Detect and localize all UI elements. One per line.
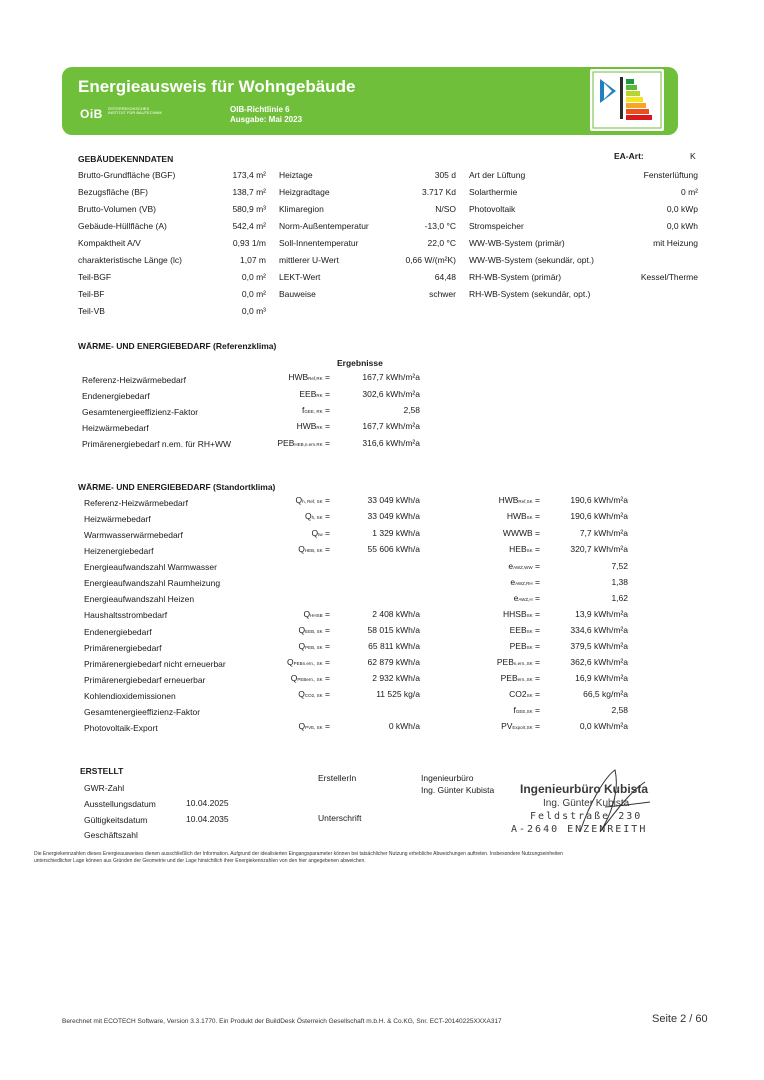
value: 0,0 kWp [666,204,698,214]
label: WW-WB-System (sekundär, opt.) [469,255,595,265]
label: Teil-VB [78,306,105,316]
value: 580,9 m³ [232,204,266,214]
label: Gültigkeitsdatum [84,815,148,825]
value: 305 d [434,170,456,180]
label: Solarthermie [469,187,518,197]
symbol: fGEE, RK = [302,405,330,415]
symbol: QEEB, SK = [298,625,330,635]
disclaimer-line2: unterschiedlicher Lage können aus Gründen der Geometrie und der Lage hinsichtlich ihrer Energiekennzahlen von den hier angegebenen abweichen. [34,858,366,864]
value-2: 1,62 [611,593,628,603]
value: 33 049 kWh/a [367,511,420,521]
label: Photovoltaik-Export [84,723,158,733]
value: 55 606 kWh/a [367,544,420,554]
value: 2 932 kWh/a [372,673,420,683]
value: 10.04.2035 [186,814,229,824]
value: 0,0 m² [241,272,266,282]
label: Art der Lüftung [469,170,526,180]
value: mit Heizung [653,238,698,248]
symbol-2: HWBSK = [506,511,540,521]
value: schwer [429,289,456,299]
document-title: Energieausweis für Wohngebäude [78,77,356,96]
symbol: HWBRef,RK = [288,372,330,382]
symbol-2: eAWZ,WW = [508,561,540,571]
value-2: 362,6 kWh/m²a [570,657,628,667]
label: Heizwärmebedarf [84,514,151,524]
label: Endenergiebedarf [84,627,152,637]
label: Energieaufwandszahl Heizen [84,594,195,604]
symbol: Qtw = [311,528,330,538]
value-2: 7,52 [611,561,628,571]
symbol: QCO2, SK = [298,689,330,699]
label: Haushaltsstrombedarf [84,610,168,620]
energy-label-icon [590,69,664,131]
symbol-2: PEBern.,SK = [500,673,540,683]
symbol-2: PEBSK = [509,641,540,651]
label: Gesamtenergieeffizienz-Faktor [82,407,199,417]
label: Referenz-Heizwärmebedarf [84,498,188,508]
stamp-line2: Ing. Günter Kubista [543,798,630,809]
symbol-2: HHSBSK = [503,609,540,619]
symbol-2: EEBSK = [509,625,540,635]
label: Heizgradtage [279,187,330,197]
label: RH-WB-System (sekundär, opt.) [469,289,591,299]
label: RH-WB-System (primär) [469,272,562,282]
creator-label: ErstellerIn [318,773,357,783]
label: Primärenergiebedarf erneuerbar [84,675,206,685]
oib-logo: OiB [80,107,103,121]
value-2: 1,38 [611,577,628,587]
guideline: OIB-Richtlinie 6 [230,105,290,114]
label: Ausstellungsdatum [84,799,156,809]
label: Klimaregion [279,204,324,214]
value-2: 0,0 kWh/m²a [579,721,628,731]
symbol-2: CO2SK = [509,689,540,699]
value-2: 2,58 [611,705,628,715]
label: Stromspeicher [469,221,524,231]
symbol-2: HWBRef,SK = [498,495,540,505]
value: 0 m² [681,187,698,197]
value: 302,6 kWh/m²a [362,389,420,399]
symbol: QHEB, SK = [298,544,330,554]
symbol-2: HEBSK = [509,544,540,554]
results-label: Ergebnisse [337,358,383,368]
building-data-heading: GEBÄUDEKENNDATEN [78,154,174,164]
symbol: QPVE, SK = [298,721,330,731]
value: 33 049 kWh/a [367,495,420,505]
symbol-2: WWWB = [502,528,540,538]
software-footer: Berechnet mit ECOTECH Software, Version 3.3.1770. Ein Produkt der BuildDesk Österreich Gesellschaft m.b.H. & Co.KG, Snr. ECT-20140225XXXA317 [62,1018,502,1025]
symbol: QPEB, SK = [298,641,330,651]
value: 58 015 kWh/a [367,625,420,635]
stamp-line4: A-2640 ENZENREITH [511,824,648,835]
energy-label-logo [590,69,664,131]
label: WW-WB-System (primär) [469,238,565,248]
value: 0,0 m³ [241,306,266,316]
created-heading: ERSTELLT [80,766,124,776]
value: 316,6 kWh/m²a [362,438,420,448]
value: Fensterlüftung [643,170,698,180]
ea-art-label: EA-Art: [614,151,644,161]
value: 1,07 m [240,255,266,265]
label: Photovoltaik [469,204,516,214]
value: 167,7 kWh/m²a [362,421,420,431]
symbol: Qh, SK = [305,511,330,521]
value: 65 811 kWh/a [368,641,420,651]
symbol: QPEBern., SK = [290,673,330,683]
label: Heizwärmebedarf [82,423,149,433]
label: Primärenergiebedarf [84,643,162,653]
creator-line1: Ingenieurbüro [421,773,474,783]
label: Warmwasserwärmebedarf [84,530,183,540]
value: 138,7 m² [232,187,266,197]
label: Primärenergiebedarf n.em. für RH+WW [82,439,232,449]
label: mittlerer U-Wert [279,255,339,265]
signature-label: Unterschrift [318,813,362,823]
value: 22,0 °C [427,238,456,248]
label: Energieaufwandszahl Warmwasser [84,562,217,572]
label: Gesamtenergieeffizienz-Faktor [84,707,201,717]
label: GWR-Zahl [84,783,125,793]
value: 62 879 kWh/a [367,657,420,667]
value: 0,0 m² [241,289,266,299]
label: Primärenergiebedarf nicht erneuerbar [84,659,226,669]
label: Gebäude-Hüllfläche (A) [78,221,167,231]
value-2: 190,6 kWh/m²a [570,511,628,521]
page-number: Seite 2 / 60 [652,1013,708,1025]
value-2: 190,6 kWh/m²a [570,495,628,505]
value: 3.717 Kd [421,187,456,197]
value: 0,66 W/(m²K) [405,255,456,265]
header-banner [62,67,678,135]
label: LEKT-Wert [279,272,321,282]
symbol: PEBHEB,n.ern.RK = [277,438,330,448]
value: 0,93 1/m [232,238,266,248]
signature-icon [560,762,660,842]
value: 0 kWh/a [388,721,420,731]
symbol: HWBRK = [296,421,330,431]
value-2: 7,7 kWh/m²a [579,528,628,538]
value: 2 408 kWh/a [372,609,420,619]
value-2: 66,5 kg/m²a [583,689,628,699]
label: Norm-Außentemperatur [279,221,369,231]
symbol-2: eAWZ,RH = [510,577,540,587]
label: Energieaufwandszahl Raumheizung [84,578,221,588]
symbol: Qh, Ref, SK = [295,495,330,505]
value: 167,7 kWh/m²a [362,372,420,382]
value: -13,0 °C [424,221,456,231]
label: Kompaktheit A/V [78,238,141,248]
symbol-2: eAWZ,H = [513,593,540,603]
label: Teil-BGF [78,272,112,282]
value-2: 320,7 kWh/m²a [570,544,628,554]
disclaimer-line1: Die Energiekennzahlen dieses Energieausweises dienen ausschließlich der Information. Aufgrund der idealisierten Eingangsparameter können bei tatsächlicher Nutzung erhebliche Abweichungen auftreten. Insbesondere Nutzungseinheiten [34,851,563,857]
label: Soll-Innentemperatur [279,238,359,248]
value: N/SO [435,204,456,214]
label: Heizenergiebedarf [84,546,154,556]
guideline-info [230,105,302,125]
value: 11 525 kg/a [376,689,420,699]
label: Bauweise [279,289,316,299]
site-heading: WÄRME- UND ENERGIEBEDARF (Standortklima) [78,482,276,492]
symbol-2: fGEE,SK = [513,705,540,715]
value-2: 379,5 kWh/m²a [570,641,628,651]
label: Teil-BF [78,289,105,299]
value: 10.04.2025 [186,798,229,808]
value-2: 13,9 kWh/m²a [575,609,628,619]
symbol-2: PVExport,SK = [501,721,540,731]
reference-heading: WÄRME- UND ENERGIEBEDARF (Referenzklima) [78,341,277,351]
label: Endenergiebedarf [82,391,150,401]
label: Brutto-Grundfläche (BGF) [78,170,176,180]
label: charakteristische Länge (lc) [78,255,182,265]
value: 173,4 m² [232,170,266,180]
edition: Ausgabe: Mai 2023 [230,115,303,124]
label: Referenz-Heizwärmebedarf [82,375,186,385]
value: Kessel/Therme [640,272,698,282]
label: Heiztage [279,170,313,180]
oib-logo-subtitle: ÖSTERREICHISCHES INSTITUT FÜR BAUTECHNIK [108,106,163,115]
value-2: 334,6 kWh/m²a [570,625,628,635]
value: 2,58 [403,405,420,415]
value: 64,48 [434,272,456,282]
value: 1 329 kWh/a [372,528,420,538]
value-2: 16,9 kWh/m²a [575,673,628,683]
label: Brutto-Volumen (VB) [78,204,156,214]
symbol: QPEBn.ern., SK = [287,657,330,667]
label: Geschäftszahl [84,830,138,840]
value: 0,0 kWh [666,221,698,231]
ea-art-value: K [690,151,696,161]
stamp-line3: Feldstraße 230 [530,811,643,822]
value: 542,4 m² [232,221,266,231]
symbol-2: PEBn.ern.,SK = [496,657,540,667]
symbol: EEBRK = [299,389,330,399]
stamp-line1: Ingenieurbüro Kubista [520,782,649,796]
creator-line2: Ing. Günter Kubista [421,785,495,795]
label: Bezugsfläche (BF) [78,187,148,197]
label: Kohlendioxidemissionen [84,691,176,701]
symbol: QHHSB = [303,609,330,619]
